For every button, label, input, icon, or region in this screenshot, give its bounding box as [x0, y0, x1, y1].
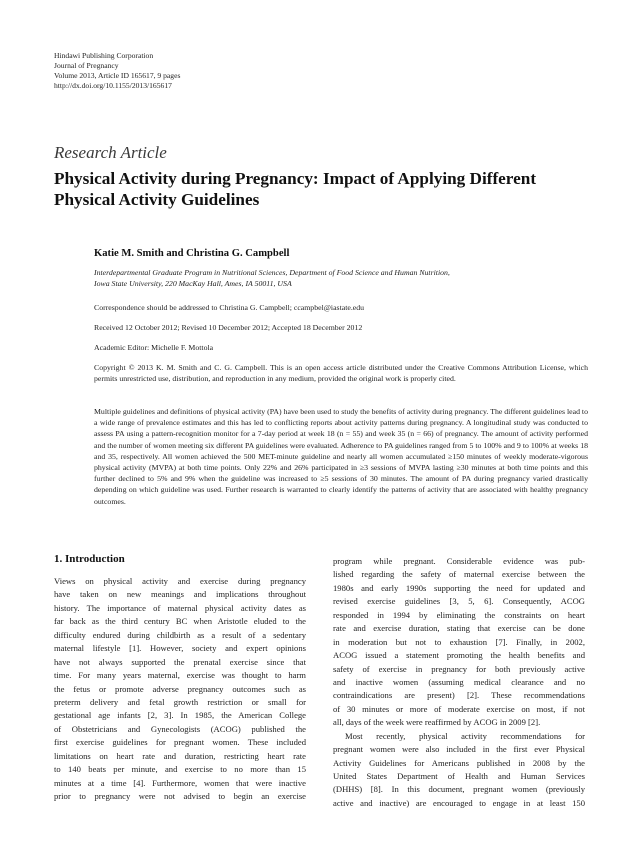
body-text-line: minutes at a time [4]. Furthermore, women that were inactive	[54, 777, 306, 788]
body-text-line: lished regarding the safety of maternal exercise between the	[333, 569, 585, 580]
body-text-line: Activity Guidelines for Americans published in 2008 by the	[333, 757, 585, 768]
body-text-line: of Obstetricians and Gynecologists (ACOG) published the	[54, 723, 306, 734]
body-text-line: limitations on heart rate and duration, restricting heart rate	[54, 750, 306, 761]
body-text-line: rate and exercise duration, stating that exercise can be done	[333, 623, 585, 634]
body-text-line: contraindications are present) [2]. These recommendations	[333, 690, 585, 701]
body-text-line: of 30 minutes or more of moderate exercise on most, if not	[333, 703, 585, 714]
received-text: Received 12 October 2012; Revised 10 December 2012; Accepted 18 December 2012	[94, 323, 363, 332]
doi-link[interactable]: http://dx.doi.org/10.1155/2013/165617	[54, 81, 172, 90]
body-text-line: responded in 1994 by eliminating the constraints on heart	[333, 609, 585, 620]
body-text-line: to 140 beats per minute, and exercise to no more than 15	[54, 764, 306, 775]
title-line-1: Physical Activity during Pregnancy: Impact of Applying Different	[54, 169, 537, 188]
body-text-line: all, days of the week were reaffirmed by ACOG in 2009 [2].	[333, 717, 541, 728]
academic-editor	[94, 342, 588, 353]
body-text-line: history. The importance of maternal physical activity dates as	[54, 602, 306, 613]
body-text-line: far back as the third century BC when Aristotle eluded to the	[54, 616, 306, 627]
body-text-line: pregnant women were also included in the first ever Physical	[333, 744, 585, 755]
affiliation	[94, 267, 588, 289]
body-text-line: have taken on new meanings and implications throughout	[54, 589, 306, 600]
body-text-line: difficulty endured during childbirth as a result of a sedentary	[54, 629, 306, 640]
right-column	[333, 555, 585, 810]
body-text-line: United States Department of Health and Human Services	[333, 771, 585, 781]
body-text-line: have not always supported the prenatal exercise since that	[54, 656, 306, 667]
body-text-line: (DHHS) [8]. In this document, pregnant women (previously	[333, 784, 585, 795]
body-text-line: gestational age infants [2, 3]. In 1985, the American College	[54, 710, 306, 721]
body-text-line: the fetus or promote adverse pregnancy outcomes such as	[54, 683, 306, 694]
body-text-line: prior to pregnancy were not advised to begin an exercise	[54, 791, 306, 801]
body-text-line: time. For many years maternal, exercise was thought to harm	[54, 670, 306, 681]
volume-info: Volume 2013, Article ID 165617, 9 pages	[54, 71, 181, 80]
editor-text: Academic Editor: Michelle F. Mottola	[94, 343, 214, 352]
affiliation-line-2: Iowa State University, 220 MacKay Hall, Ames, IA 50011, USA	[94, 279, 292, 289]
body-text-line: program while pregnant. Considerable evidence was pub-	[333, 556, 585, 566]
body-text-line: active and inactive) are encouraged to engage in at least 150	[333, 797, 585, 808]
journal-header	[54, 51, 180, 91]
body-text-line: safety of exercise in pregnancy for both previously active	[333, 663, 585, 674]
article-type: Research Article	[54, 143, 167, 162]
abstract-text: Multiple guidelines and definitions of physical activity (PA) have been used to study the benefits of activity during pregnancy. The different guidelines lead to a wide range of prevalence estimates and this has led to conflicting reports about activity patterns during pregnancy. A longitudinal study was conducted to assess PA using a pattern-recognition monitor for a 7-day period at week 18 (n = 55) and week 35 (n = 66) of pregnancy. The amount of activity performed and the number of women meeting six different PA guidelines were evaluated. Adherence to PA guidelines ranged from 5 to 100% and 9 to 100% at weeks 18 and 35, respectively. All women achieved the 500 MET-minute guideline and nearly all women accumulated ≥150 minutes of weekly moderate-vigorous physical activity (MVPA) at both time points. Only 22% and 26% participated in ≥3 sessions of MVPA lasting ≥30 minutes at both time points and this further declined to 5% and 9% when the guideline was increased to ≥5 sessions of 30 minutes. The amount of PA during pregnancy varied drastically depending on which guideline was used. Further research is warranted to clearly identify the patterns of activity that are associated with healthy pregnancy outcomes.	[94, 407, 588, 506]
body-text-line: maternal lifestyle [1]. However, society and expert opinions	[54, 643, 306, 654]
body-text-line: first exercise guidelines for pregnant women. These included	[54, 737, 306, 748]
body-text-line: in moderation but not to exhaustion [7]. Finally, in 2002,	[333, 636, 585, 647]
copyright-notice	[94, 362, 588, 384]
article-title	[54, 168, 594, 210]
copyright-text: Copyright © 2013 K. M. Smith and C. G. Campbell. This is an open access article distributed under the Creative Commons Attribution License, which permits unrestricted use, distribution, and reproduction in any medium, provided the original work is properly cited.	[94, 363, 588, 384]
journal-name: Journal of Pregnancy	[54, 61, 119, 70]
body-text-line: ACOG issued a statement promoting the health benefits and	[333, 650, 585, 661]
correspondence	[94, 302, 588, 313]
authors: Katie M. Smith and Christina G. Campbell	[94, 248, 290, 259]
left-column	[54, 575, 306, 803]
body-text-line: revised exercise guidelines [3, 5, 6]. Consequently, ACOG	[333, 596, 585, 607]
body-text-line: 1980s and early 1990s supporting the need for updated and	[333, 582, 585, 593]
publisher-name: Hindawi Publishing Corporation	[54, 51, 154, 60]
affiliation-line-1: Interdepartmental Graduate Program in Nutritional Sciences, Department of Food Science and Human Nutrition,	[94, 268, 450, 277]
body-text-line: Views on physical activity and exercise during pregnancy	[54, 576, 306, 586]
body-text-line: and inactive women (assuming medical clearance and no	[333, 676, 585, 687]
abstract	[94, 406, 588, 507]
body-text-line: Most recently, physical activity recommendations for	[345, 730, 585, 741]
received-dates	[94, 322, 588, 333]
correspondence-text: Correspondence should be addressed to Christina G. Campbell; ccampbel@iastate.edu	[94, 303, 365, 312]
title-line-2: Physical Activity Guidelines	[54, 190, 260, 209]
body-text-line: preterm delivery and fetal growth restriction or small for	[54, 696, 306, 707]
section-heading: 1. Introduction	[54, 553, 125, 565]
